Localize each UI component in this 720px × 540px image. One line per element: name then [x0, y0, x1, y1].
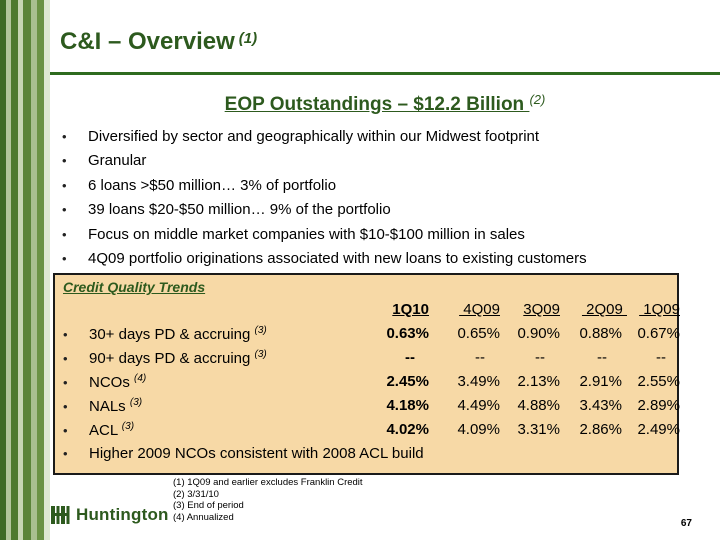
bullet-icon: •	[63, 327, 68, 342]
table-cell: 3.43%	[579, 397, 622, 414]
footnote: (4) Annualized	[173, 511, 234, 523]
table-row	[63, 349, 673, 373]
column-header: 4Q09	[459, 301, 500, 318]
row-label-text: 30+ days PD & accruing	[89, 326, 251, 343]
footnote: (1) 1Q09 and earlier excludes Franklin Credit	[173, 477, 363, 488]
table-cell: --	[405, 349, 415, 366]
bullet-icon: •	[63, 351, 68, 366]
bullet-icon: •	[63, 375, 68, 390]
summary-row	[63, 445, 673, 469]
table-cell: 4.02%	[386, 421, 429, 438]
column-header: 3Q09	[523, 301, 560, 318]
row-footnote-ref: (3)	[254, 325, 267, 336]
table-header-row	[63, 301, 680, 325]
bullet-text: 39 loans $20-$50 million… 9% of the portfolio	[88, 201, 391, 219]
row-label	[63, 397, 142, 415]
decorative-stripes	[0, 0, 50, 540]
row-label-text: NCOs	[89, 374, 130, 391]
row-label	[63, 349, 267, 367]
table-cell: 0.90%	[517, 325, 560, 342]
row-label-text: 90+ days PD & accruing	[89, 350, 251, 367]
column-header: 2Q09	[581, 301, 627, 318]
row-footnote-ref: (3)	[129, 397, 143, 408]
row-label	[63, 325, 267, 343]
bullet-text: 4Q09 portfolio originations associated with new loans to existing customers	[88, 250, 587, 268]
bullet-item	[62, 173, 587, 198]
table-cell: 0.88%	[579, 325, 622, 342]
table-row	[63, 373, 680, 397]
table-row	[63, 421, 680, 445]
row-label-text: ACL	[89, 422, 118, 439]
table-row	[63, 325, 680, 349]
table-cell: --	[535, 349, 545, 366]
table-cell: 2.49%	[637, 421, 680, 438]
table-row	[63, 397, 680, 421]
title-divider	[50, 72, 720, 75]
bullet-icon: •	[62, 251, 67, 267]
logo-text: Huntington	[76, 505, 169, 524]
row-footnote-ref: (3)	[254, 349, 267, 360]
table-cell: 3.49%	[457, 373, 500, 390]
column-header: 1Q10	[392, 301, 429, 318]
huntington-logo-icon	[51, 506, 71, 524]
bullet-list	[62, 124, 587, 271]
subtitle	[0, 92, 720, 116]
bullet-item	[62, 247, 587, 272]
subtitle-text: EOP Outstandings – $12.2 Billion	[224, 94, 530, 115]
bullet-icon: •	[62, 202, 67, 218]
table-cell: 0.63%	[386, 325, 429, 342]
bullet-icon: •	[63, 446, 68, 461]
footnotes	[173, 477, 363, 523]
table-cell: 2.55%	[637, 373, 680, 390]
summary-text: Higher 2009 NCOs consistent with 2008 ACL build	[89, 445, 424, 462]
table-cell: 4.18%	[386, 397, 429, 414]
page-title	[60, 28, 257, 56]
bullet-icon: •	[63, 423, 68, 438]
bullet-item	[62, 198, 587, 223]
table-cell: 0.65%	[457, 325, 500, 342]
table-cell: 2.45%	[386, 373, 429, 390]
title-footnote-ref: (1)	[238, 30, 258, 47]
bullet-text: 6 loans >$50 million… 3% of portfolio	[88, 176, 337, 194]
table-cell: 2.86%	[579, 421, 622, 438]
row-footnote-ref: (3)	[121, 421, 135, 432]
bullet-text: Granular	[88, 152, 147, 170]
bullet-icon: •	[62, 177, 67, 193]
bullet-item	[62, 149, 587, 174]
table-cell: 0.67%	[637, 325, 680, 342]
table-cell: 4.49%	[457, 397, 500, 414]
bullet-text: Focus on middle market companies with $10-$100 million in sales	[88, 225, 525, 243]
column-header: 1Q09	[639, 301, 680, 318]
credit-quality-box	[53, 273, 679, 475]
table-cell: 2.13%	[517, 373, 560, 390]
bullet-icon: •	[62, 153, 67, 169]
footnote: (3) End of period	[173, 500, 244, 511]
bullet-item	[62, 124, 587, 149]
table-cell: --	[475, 349, 485, 366]
table-cell: 2.89%	[637, 397, 680, 414]
table-cell: --	[597, 349, 607, 366]
credit-quality-title: Credit Quality Trends	[63, 279, 206, 295]
bullet-icon: •	[63, 399, 68, 414]
subtitle-footnote-ref: (2)	[529, 92, 546, 107]
summary-label	[63, 445, 424, 462]
table-cell: 4.09%	[457, 421, 500, 438]
table-cell: --	[656, 349, 666, 366]
page-number: 67	[680, 518, 692, 529]
table-cell: 4.88%	[517, 397, 560, 414]
table-cell: 2.91%	[579, 373, 622, 390]
row-label-text: NALs	[89, 398, 126, 415]
row-footnote-ref: (4)	[134, 373, 147, 384]
row-label	[63, 373, 146, 391]
footnote: (2) 3/31/10	[173, 488, 219, 500]
row-label	[63, 421, 134, 439]
bullet-icon: •	[62, 128, 67, 144]
huntington-logo	[51, 505, 169, 525]
page-title-text: C&I – Overview	[60, 28, 235, 55]
bullet-item	[62, 222, 587, 247]
bullet-icon: •	[62, 226, 67, 242]
table-cell: 3.31%	[517, 421, 560, 438]
bullet-text: Diversified by sector and geographically within our Midwest footprint	[88, 127, 540, 145]
